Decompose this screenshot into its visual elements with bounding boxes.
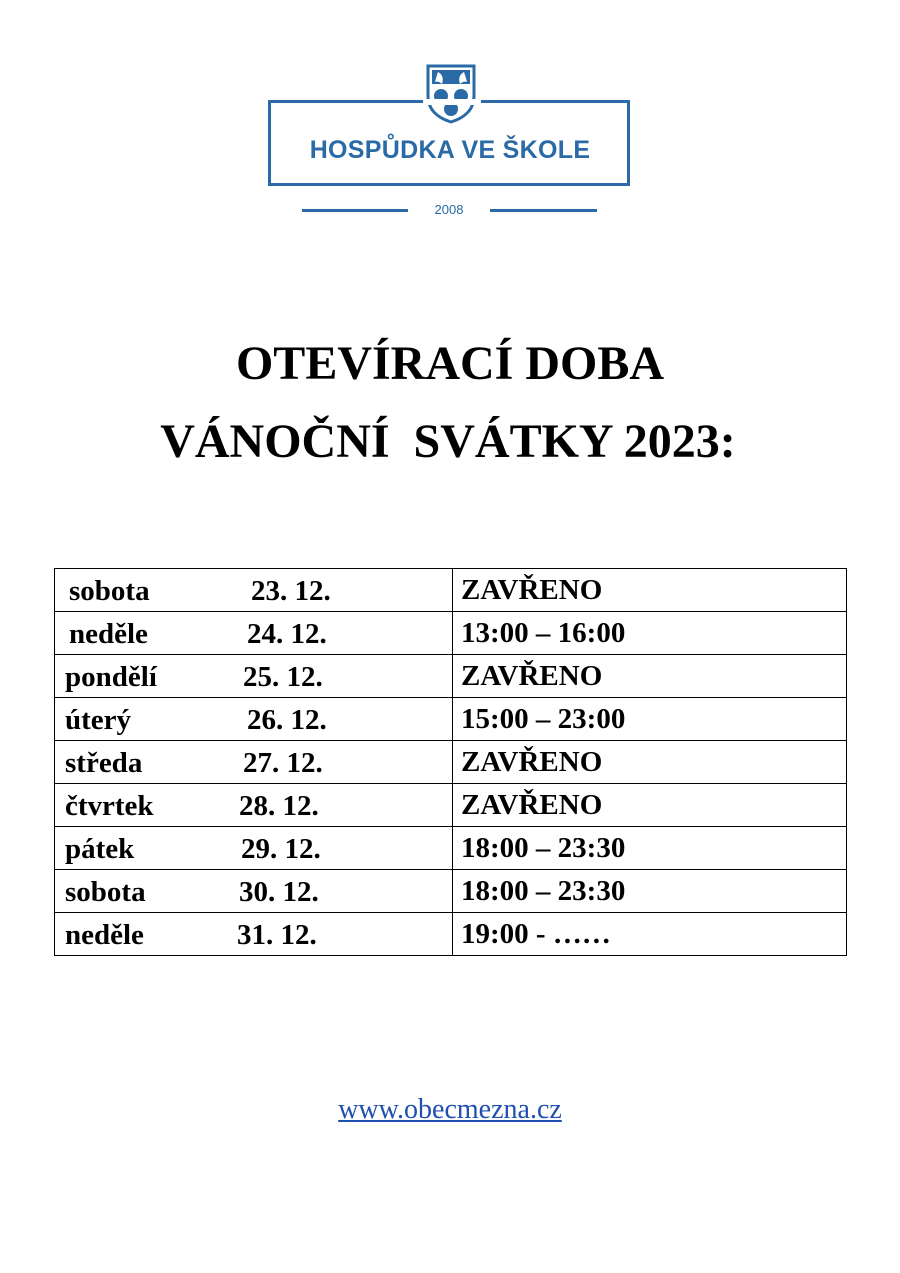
website-link[interactable]: www.obecmezna.cz bbox=[338, 1094, 562, 1125]
logo bbox=[0, 0, 900, 230]
opening-hours: 19:00 - …… bbox=[453, 913, 847, 956]
opening-hours: 13:00 – 16:00 bbox=[453, 612, 847, 655]
date: 24. 12. bbox=[247, 618, 327, 650]
opening-hours: ZAVŘENO bbox=[453, 569, 847, 612]
opening-hours: ZAVŘENO bbox=[453, 784, 847, 827]
table-row bbox=[55, 784, 847, 827]
table-row bbox=[55, 569, 847, 612]
divider bbox=[490, 209, 597, 212]
day-name: pondělí bbox=[65, 661, 157, 693]
date: 27. 12. bbox=[243, 747, 323, 779]
table-row bbox=[55, 913, 847, 956]
opening-hours: 18:00 – 23:30 bbox=[453, 870, 847, 913]
date: 23. 12. bbox=[251, 575, 331, 607]
day-name: čtvrtek bbox=[65, 790, 154, 822]
date: 26. 12. bbox=[247, 704, 327, 736]
logo-name: HOSPŮDKA VE ŠKOLE bbox=[309, 136, 591, 164]
opening-hours: 15:00 – 23:00 bbox=[453, 698, 847, 741]
date: 29. 12. bbox=[241, 833, 321, 865]
day-name: sobota bbox=[65, 876, 146, 908]
day-name: středa bbox=[65, 747, 143, 779]
table-row bbox=[55, 612, 847, 655]
opening-hours-table bbox=[54, 568, 847, 956]
table-row bbox=[55, 655, 847, 698]
opening-hours: ZAVŘENO bbox=[453, 741, 847, 784]
table-row bbox=[55, 870, 847, 913]
page-title: OTEVÍRACÍ DOBA bbox=[235, 337, 665, 390]
day-name: pátek bbox=[65, 833, 135, 865]
opening-hours: ZAVŘENO bbox=[453, 655, 847, 698]
day-name: sobota bbox=[69, 575, 150, 607]
table-row bbox=[55, 698, 847, 741]
day-name: neděle bbox=[69, 618, 148, 650]
table-row bbox=[55, 827, 847, 870]
logo-year: 2008 bbox=[434, 202, 464, 217]
opening-hours: 18:00 – 23:30 bbox=[453, 827, 847, 870]
day-name: neděle bbox=[65, 919, 144, 951]
date: 30. 12. bbox=[239, 876, 319, 908]
divider bbox=[302, 209, 408, 212]
day-name: úterý bbox=[65, 704, 132, 736]
page-subtitle: VÁNOČNÍ SVÁTKY 2023: bbox=[160, 415, 736, 468]
date: 28. 12. bbox=[239, 790, 319, 822]
date: 31. 12. bbox=[237, 919, 317, 951]
date: 25. 12. bbox=[243, 661, 323, 693]
table-row bbox=[55, 741, 847, 784]
